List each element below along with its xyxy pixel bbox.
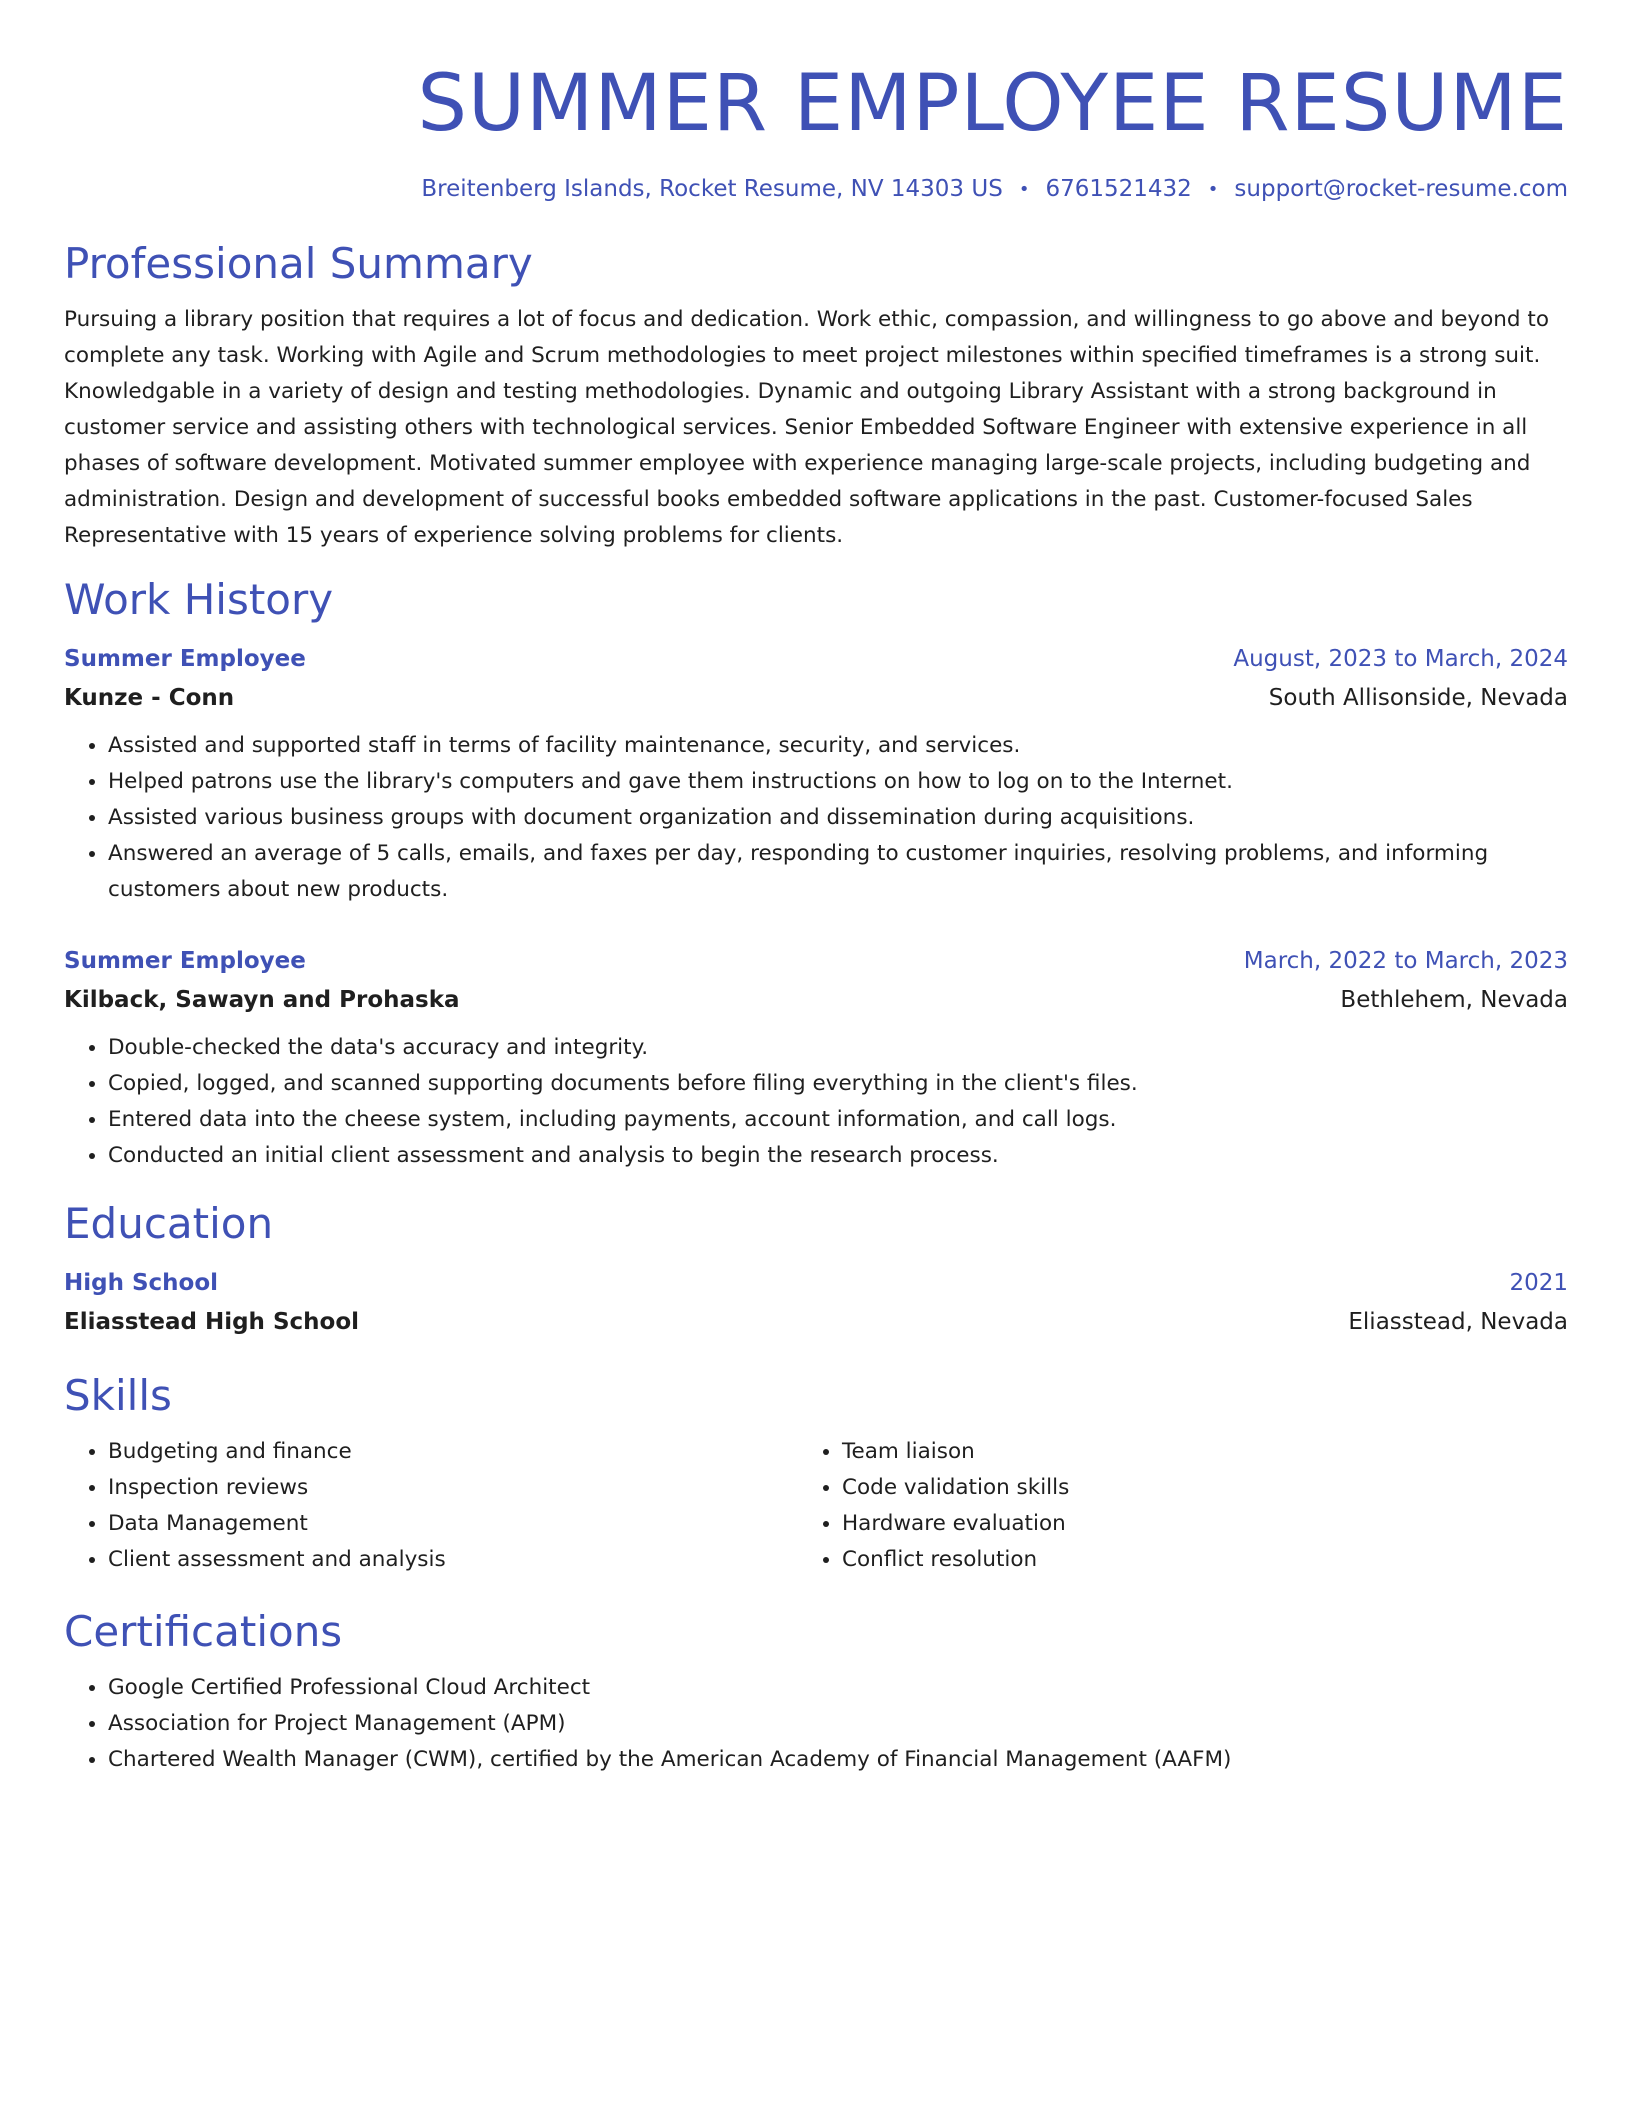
skills-grid (64, 1434, 1568, 1578)
education-year: 2021 (1509, 1270, 1568, 1296)
job-location: Bethlehem, Nevada (1340, 987, 1568, 1013)
education-heading: Education (64, 1199, 274, 1248)
job-bullet-list (64, 728, 1568, 908)
contact-line (64, 176, 1568, 202)
skill-item: • Inspection reviews (108, 1470, 798, 1506)
certification-item: • Chartered Wealth Manager (CWM), certified by the American Academy of Financial Management (AAFM) (108, 1742, 1568, 1778)
skill-item: • Conflict resolution (842, 1542, 1532, 1578)
certification-item: • Association for Project Management (APM) (108, 1706, 1568, 1742)
contact-email[interactable]: support@rocket-resume.com (1234, 176, 1568, 202)
job-bullet: • Answered an average of 5 calls, emails, and faxes per day, responding to customer inquiries, resolving problems, and informing customers about new products. (108, 836, 1568, 908)
certifications-heading: Certifications (64, 1607, 343, 1656)
skill-item: • Data Management (108, 1506, 798, 1542)
skills-heading: Skills (64, 1371, 172, 1420)
education-entry (64, 1264, 1568, 1342)
education-school: Eliasstead High School (64, 1309, 360, 1335)
contact-phone: 6761521432 (1045, 176, 1192, 202)
certifications-list (64, 1670, 1568, 1778)
skills-column-right (798, 1434, 1532, 1578)
work-history-heading: Work History (64, 575, 334, 624)
job-bullet: • Assisted and supported staff in terms of facility maintenance, security, and services. (108, 728, 1568, 764)
job-bullet: • Helped patrons use the library's computers and gave them instructions on how to log on to the Internet. (108, 764, 1568, 800)
education-degree: High School (64, 1270, 219, 1296)
job-bullet: • Entered data into the cheese system, including payments, account information, and call logs. (108, 1102, 1568, 1138)
job-title: Summer Employee (64, 646, 306, 672)
job-location: South Allisonside, Nevada (1268, 685, 1568, 711)
education-location: Eliasstead, Nevada (1348, 1309, 1568, 1335)
job-bullet: • Assisted various business groups with document organization and dissemination during acquisitions. (108, 800, 1568, 836)
skill-item: • Hardware evaluation (842, 1506, 1532, 1542)
skill-item: • Code validation skills (842, 1470, 1532, 1506)
certification-item: • Google Certified Professional Cloud Architect (108, 1670, 1568, 1706)
job-entry (64, 640, 1568, 908)
job-bullet-list (64, 1030, 1568, 1174)
summary-text: Pursuing a library position that requires a lot of focus and dedication. Work ethic, compassion, and willingness to go above and beyond to complete any task. Working with Agile and Scrum methodologies to meet project milestones within specified timeframes is a strong suit. Knowledgable in a variety of design and testing methodologies. Dynamic and outgoing Library Assistant with a strong background in customer service and assisting others with technological services. Senior Embedded Software Engineer with extensive experience in all phases of software development. Motivated summer employee with experience managing large-scale projects, including budgeting and administration. Design and development of successful books embedded software applications in the past. Customer-focused Sales Representative with 15 years of experience solving problems for clients. (64, 307, 1549, 548)
job-company: Kunze - Conn (64, 685, 235, 711)
skill-item: • Team liaison (842, 1434, 1532, 1470)
job-entry (64, 942, 1568, 1174)
job-title: Summer Employee (64, 948, 306, 974)
job-company: Kilback, Sawayn and Prohaska (64, 987, 460, 1013)
contact-separator: • (1018, 178, 1030, 200)
job-bullet: • Conducted an initial client assessment and analysis to begin the research process. (108, 1138, 1568, 1174)
job-dates: March, 2022 to March, 2023 (1243, 948, 1568, 974)
skills-column-left (64, 1434, 798, 1578)
job-dates: August, 2023 to March, 2024 (1233, 646, 1568, 672)
skill-item: • Budgeting and finance (108, 1434, 798, 1470)
resume-title: SUMMER EMPLOYEE RESUME (417, 59, 1568, 149)
job-bullet: • Copied, logged, and scanned supporting documents before filing everything in the client's files. (108, 1066, 1568, 1102)
summary-heading: Professional Summary (64, 239, 533, 288)
skill-item: • Client assessment and analysis (108, 1542, 798, 1578)
contact-separator: • (1207, 178, 1219, 200)
job-bullet: • Double-checked the data's accuracy and integrity. (108, 1030, 1568, 1066)
contact-address: Breitenberg Islands, Rocket Resume, NV 14303 US (421, 176, 1003, 202)
